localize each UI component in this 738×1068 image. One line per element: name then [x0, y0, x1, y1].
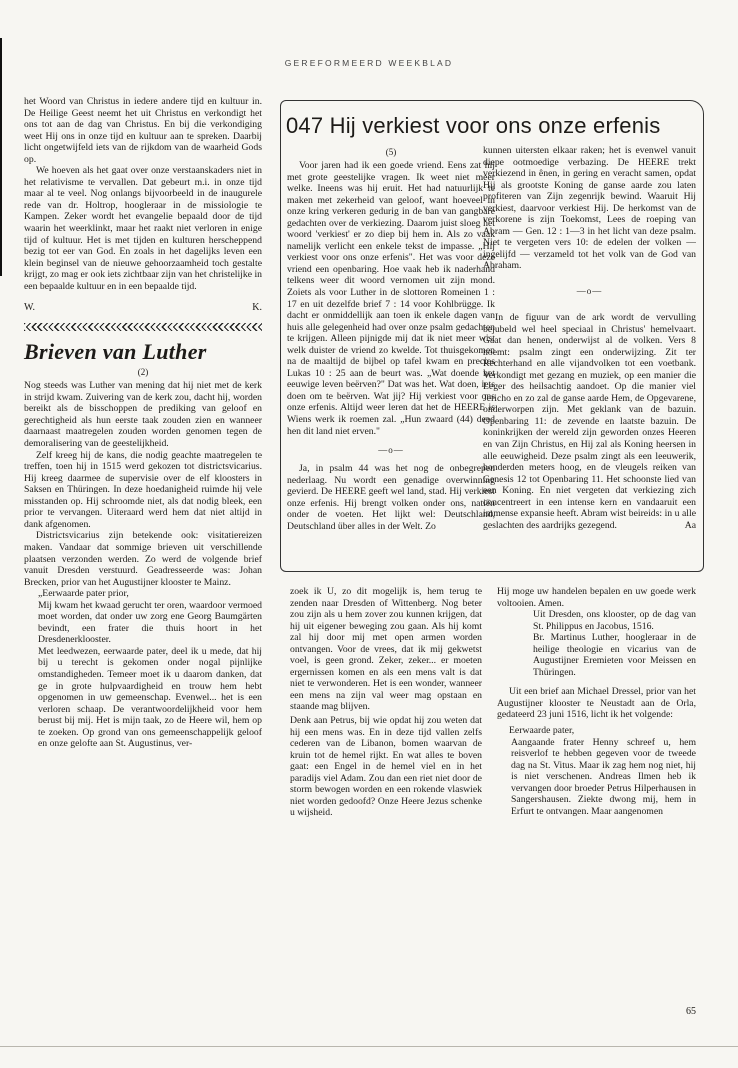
paragraph: Districtsvicarius zijn betekende ook: visitatiereizen maken. Vandaar dat sommige brieven uit verschillende plaatsen verzonden werden. Zo werd de volgende brief vanuit Dresden verstuurd. Geadresseerde was: Johan Brecken, prior van het Augustijner klooster te Mainz. — [24, 530, 262, 588]
meditation-signature: Aa — [684, 520, 696, 532]
separator: —o— — [576, 286, 603, 297]
meditation-part: (5) — [385, 147, 397, 157]
separator: —o— — [378, 445, 404, 456]
article-title: Brieven van Luther — [24, 339, 207, 365]
paragraph: Voor jaren had ik een goede vriend. Eens zat hij met grote geestelijke vragen. Ik weet niet meer welke. Ineens was hij eruit. Het had natuurlijk te maken met zekerheid van geloof, want hoeveel in onze kring verkeren gedurig in de ban van gangbare gedachten over de verkiezing. Daarom juist sloeg het woord 'verkiest' er zo diep bij hem in. Als zo vaak namelijk verlicht een enkele tekst de impasse. „Hij verkiest voor ons onze erfenis". Het was voor deze vriend een openbaring. Hoe vaak heb ik naderhand telkens weer dit woord vernomen uit zijn mond. Zoiets als voor Luther in de slottoren Romeinen 1 : 17 en uit dezelfde brief 7 : 14 voor Kohlbrügge. Ik dacht er onmiddellijk aan toen ik enkele dagen van huis alle gelegenheid had over onze psalm gedachten te krijgen. Alleen pijnigde mij dat ik niet meer wist welk duister de vriend zo kwelde. Tot thuisgekomen na de maaltijd de bijbel op tafel kwam en precies Lukas 10 : 25 aan de beurt was. „Wat doende het eeuwige leven beërven?" Dat was het. Wat doen, iets doen om te beërven. Wat jij? Hij verkiest voor ons onze erfenis. Altijd weer leren dat het de HEERE is Wiens werk ik roemen zal. „Hun zwaard (44) deed hen dit land niet erven." — [287, 160, 495, 437]
letter-paragraph: Hij moge uw handelen bepalen en uw goede werk voltooien. Amen. — [497, 586, 696, 609]
meditation-right-column — [483, 145, 696, 532]
paragraph: We hoeven als het gaat over onze verstaanskaders niet in het relativisme te vervallen. Dat gebeurt m.i. in onze tijd maar al te veel. Nog onlangs bijvoorbeeld in de inaugurele rede van dr. Holtrop, hoogleraar in de missiologie te Kampen. Zeker wordt het evangelie bepaald door de tijd waarin het weerklinkt, maar het raakt niet verloren in enige tijd of kultuur. Het is met tijden en kulturen herscheppend bezig tot eer van God. En zoals in het dagelijks leven een klein beginsel van de nieuwe gehoorzaamheid toch gestalte krijgt, zo mag er ook iets zichtbaar zijn van het christelijke in een bepaalde kultuur en in een bepaalde tijd. — [24, 165, 262, 292]
bottom-rule — [0, 1046, 738, 1047]
initial-left: W. — [24, 302, 36, 314]
letter-paragraph: zoek ik U, zo dit mogelijk is, hem terug te zenden naar Dresden of Wittenberg. Nog beter zou zijn als u hem zover zou kunnen krijgen, dat hij uit eigener beweging zou gaan. Als hij komt zal hij door mij met open armen worden ontvangen. Voor de vrees, dat ik mij gekwetst voel, is geen grond. Zeker, zeker... er moeten ergernissen komen en als een mens valt is dat niet te verwonderen. Het is een wonder, wanneer een mens na zijn val weer mag opstaan en staande mag blijven. — [290, 586, 482, 713]
page-number: 65 — [686, 1006, 696, 1017]
paragraph: Uit een brief aan Michael Dressel, prior van het Augustijner klooster te Neustadt aan de Orla, gedateerd 23 juni 1516, licht ik het volgende: — [497, 686, 696, 721]
paragraph: Nog steeds was Luther van mening dat hij niet met de kerk in strijd kwam. Zuivering van de kerk zou, dacht hij, worden bereikt als de bisschoppen de prediking van geloof en gerechtigheid als hun eerste taak zouden zien en wanneer daarnaast maatregelen zouden worden genomen tegen de demoralisering van de geestelijkheid. — [24, 380, 262, 450]
letter-paragraph: Met leedwezen, eerwaarde pater, deel ik u mede, dat hij bij u terecht is gekomen onder nogal pijnlijke omstandigheden. Temeer moet ik u daarom danken, dat ge in grote hulpvaardigheid en trouw hem hebt opgenomen in uw gemeenschap. Evenwel... het is een verloren schaap. De verantwoordelijkheid voor hem berust bij mij. Het is mijn taak, zo de Heere wil, hem op te zoeken. Op grond van ons gemeenschappelijk geloof en onze gelofte aan St. Augustinus, ver- — [38, 645, 262, 750]
column-middle — [290, 586, 482, 819]
wavy-divider — [24, 323, 262, 331]
letter-paragraph: Aangaande frater Henny schreef u, hem reisverlof te hebben gegeven voor de tweede dag na St. Vitus. Maar ik zag hem nog niet, hij is niet verschenen. Andreas Ilmen heb ik vervangen door broeder Petrus Hilperhausen in Sangershausen. Ziekte dwong mij, hem in Erfurt te ontvangen. Maar aangenomen — [511, 736, 696, 817]
letter-paragraph: Denk aan Petrus, bij wie opdat hij zou weten dat hij een mens was. En in deze tijd vallen zelfs cederen van de Libanon, bomen waarvan de kruin tot de hemel rijkt. En wat alles te boven gaat: een Engel in de hemel viel en in het paradijs viel Adam. Zou dan een riet niet door de storm bewogen worden en een rokende vlaswiek niet worden gedoofd? Onze Heere Jezus schenke u wijsheid. — [290, 715, 482, 819]
paragraph: In de figuur van de ark wordt de vervulling bejubeld wel heel speciaal in Christus' hemelvaart. Gaat dan henen, onderwijst al de volken. Vers 8 noemt: psalm zingt een onderwijzing. Zit ter Rechterhand en alle vijandvolken tot een voetbank. Verkondigt met gezang en muziek, op een manier die Leger des heilsachtig aandoet. Op die manier viel Jericho en zo zal de ganse aarde Hem, de Opgevarene, onderworpen zijn. Met geklank van de bazuin. Openbaring 11: de zevende en laatste bazuin. De koninkrijken der wereld zijn geworden onzes Heeren en van Zijn Christus, en Hij zal als Koning heersen in alle eeuwigheid. Deze psalm zingt als een leeuwerik, honderden meters hoog, en de vleugels reiken van Genesis 12 tot Openbaring 11. Het schoonste lied van een Koning. En niet vergeten dat verkiezing zich concentreert in een intense kern en vandaaruit een immense expansie heeft. Abram wist beireids: in u alle geslachten des aardrijks gezegend. — [483, 312, 696, 531]
running-head: GEREFORMEERD WEEKBLAD — [284, 58, 454, 68]
letter-salutation: „Eerwaarde pater prior, — [38, 588, 129, 600]
initial-right: K. — [252, 302, 262, 314]
paragraph: kunnen uitersten elkaar raken; het is evenwel vanuit diepe ootmoedige verbazing. De HEERE trekt verkiezend in ênen, in gering en veracht samen, opdat Hij als grootste Koning de ganse aarde zou laten profiteren van Zijn zegenrijk bewind. Waaruit Hij verkiest, daarvoor verkiest Hij. De herkomst van de verkorene is zijn Toekomst, Lees de roeping van Abram — Gen. 12 : 1—3 in het licht van deze psalm. Niet te vergeten vers 10: de edelen der volken — ingelijfd — verzameld tot het volk van de God van Abraham. — [483, 145, 696, 272]
paragraph: Zelf kreeg hij de kans, die nodig geachte maatregelen te treffen, toen hij in 1515 werd gekozen tot districtsvicarius. Hij kreeg daarmee de supervisie over de elf kloosters in Saksen en Thüringen. In deze hoedanigheid ruimde hij vele misstanden op. Hij schroomde niet, als dat nodig bleek, een prior te vervangen. Uiteraard werd hem dat niet altijd in dank afgenomen. — [24, 449, 262, 530]
letter-salutation: Eerwaarde pater, — [509, 725, 575, 737]
column-right — [497, 586, 696, 817]
letter-signoff: Uit Dresden, ons klooster, op de dag van St. Philippus en Jacobus, 1516. — [533, 609, 696, 632]
scan-edge-mark — [0, 38, 2, 276]
article-part: (2) — [137, 367, 149, 378]
meditation-title: 047 Hij verkiest voor ons onze erfenis — [286, 113, 661, 138]
letter-signature: Br. Martinus Luther, hoogleraar in de heilige theologie en vicarius van de Augustijner Eremieten voor Meissen en Thüringen. — [533, 632, 696, 678]
paragraph: Ja, in psalm 44 was het nog de onbegrepen nederlaag. Nu wordt een genadige overwinning gevierd. De HEERE geeft wel land, stad. Hij verkiest onze erfenis. Hij brengt volken onder ons, natiën onder de voeten. Het lijkt wel: Deutschland, Deutschland über alles in der Welt. Zo — [287, 463, 495, 532]
meditation-left-column — [287, 145, 495, 532]
author-initials — [24, 302, 262, 313]
paragraph: het Woord van Christus in iedere andere tijd en kultuur in. De Heilige Geest neemt het uit Christus en verkondigt het ons tot aan de dag van Christus. En bij die verkondiging weet Hij ons in onze tijd en kultuur aan te spreken. Daarbij licht ongetwijfeld iets van de rijkdom van de waarheid Gods op. — [24, 96, 262, 165]
letter-paragraph: Mij kwam het kwaad gerucht ter oren, waardoor vermoed moet worden, dat onder uw zorg ene Georg Baumgärten bevindt, een frater die thuis hoort in het Dresdenerklooster. — [38, 599, 262, 646]
column-left — [24, 96, 262, 750]
